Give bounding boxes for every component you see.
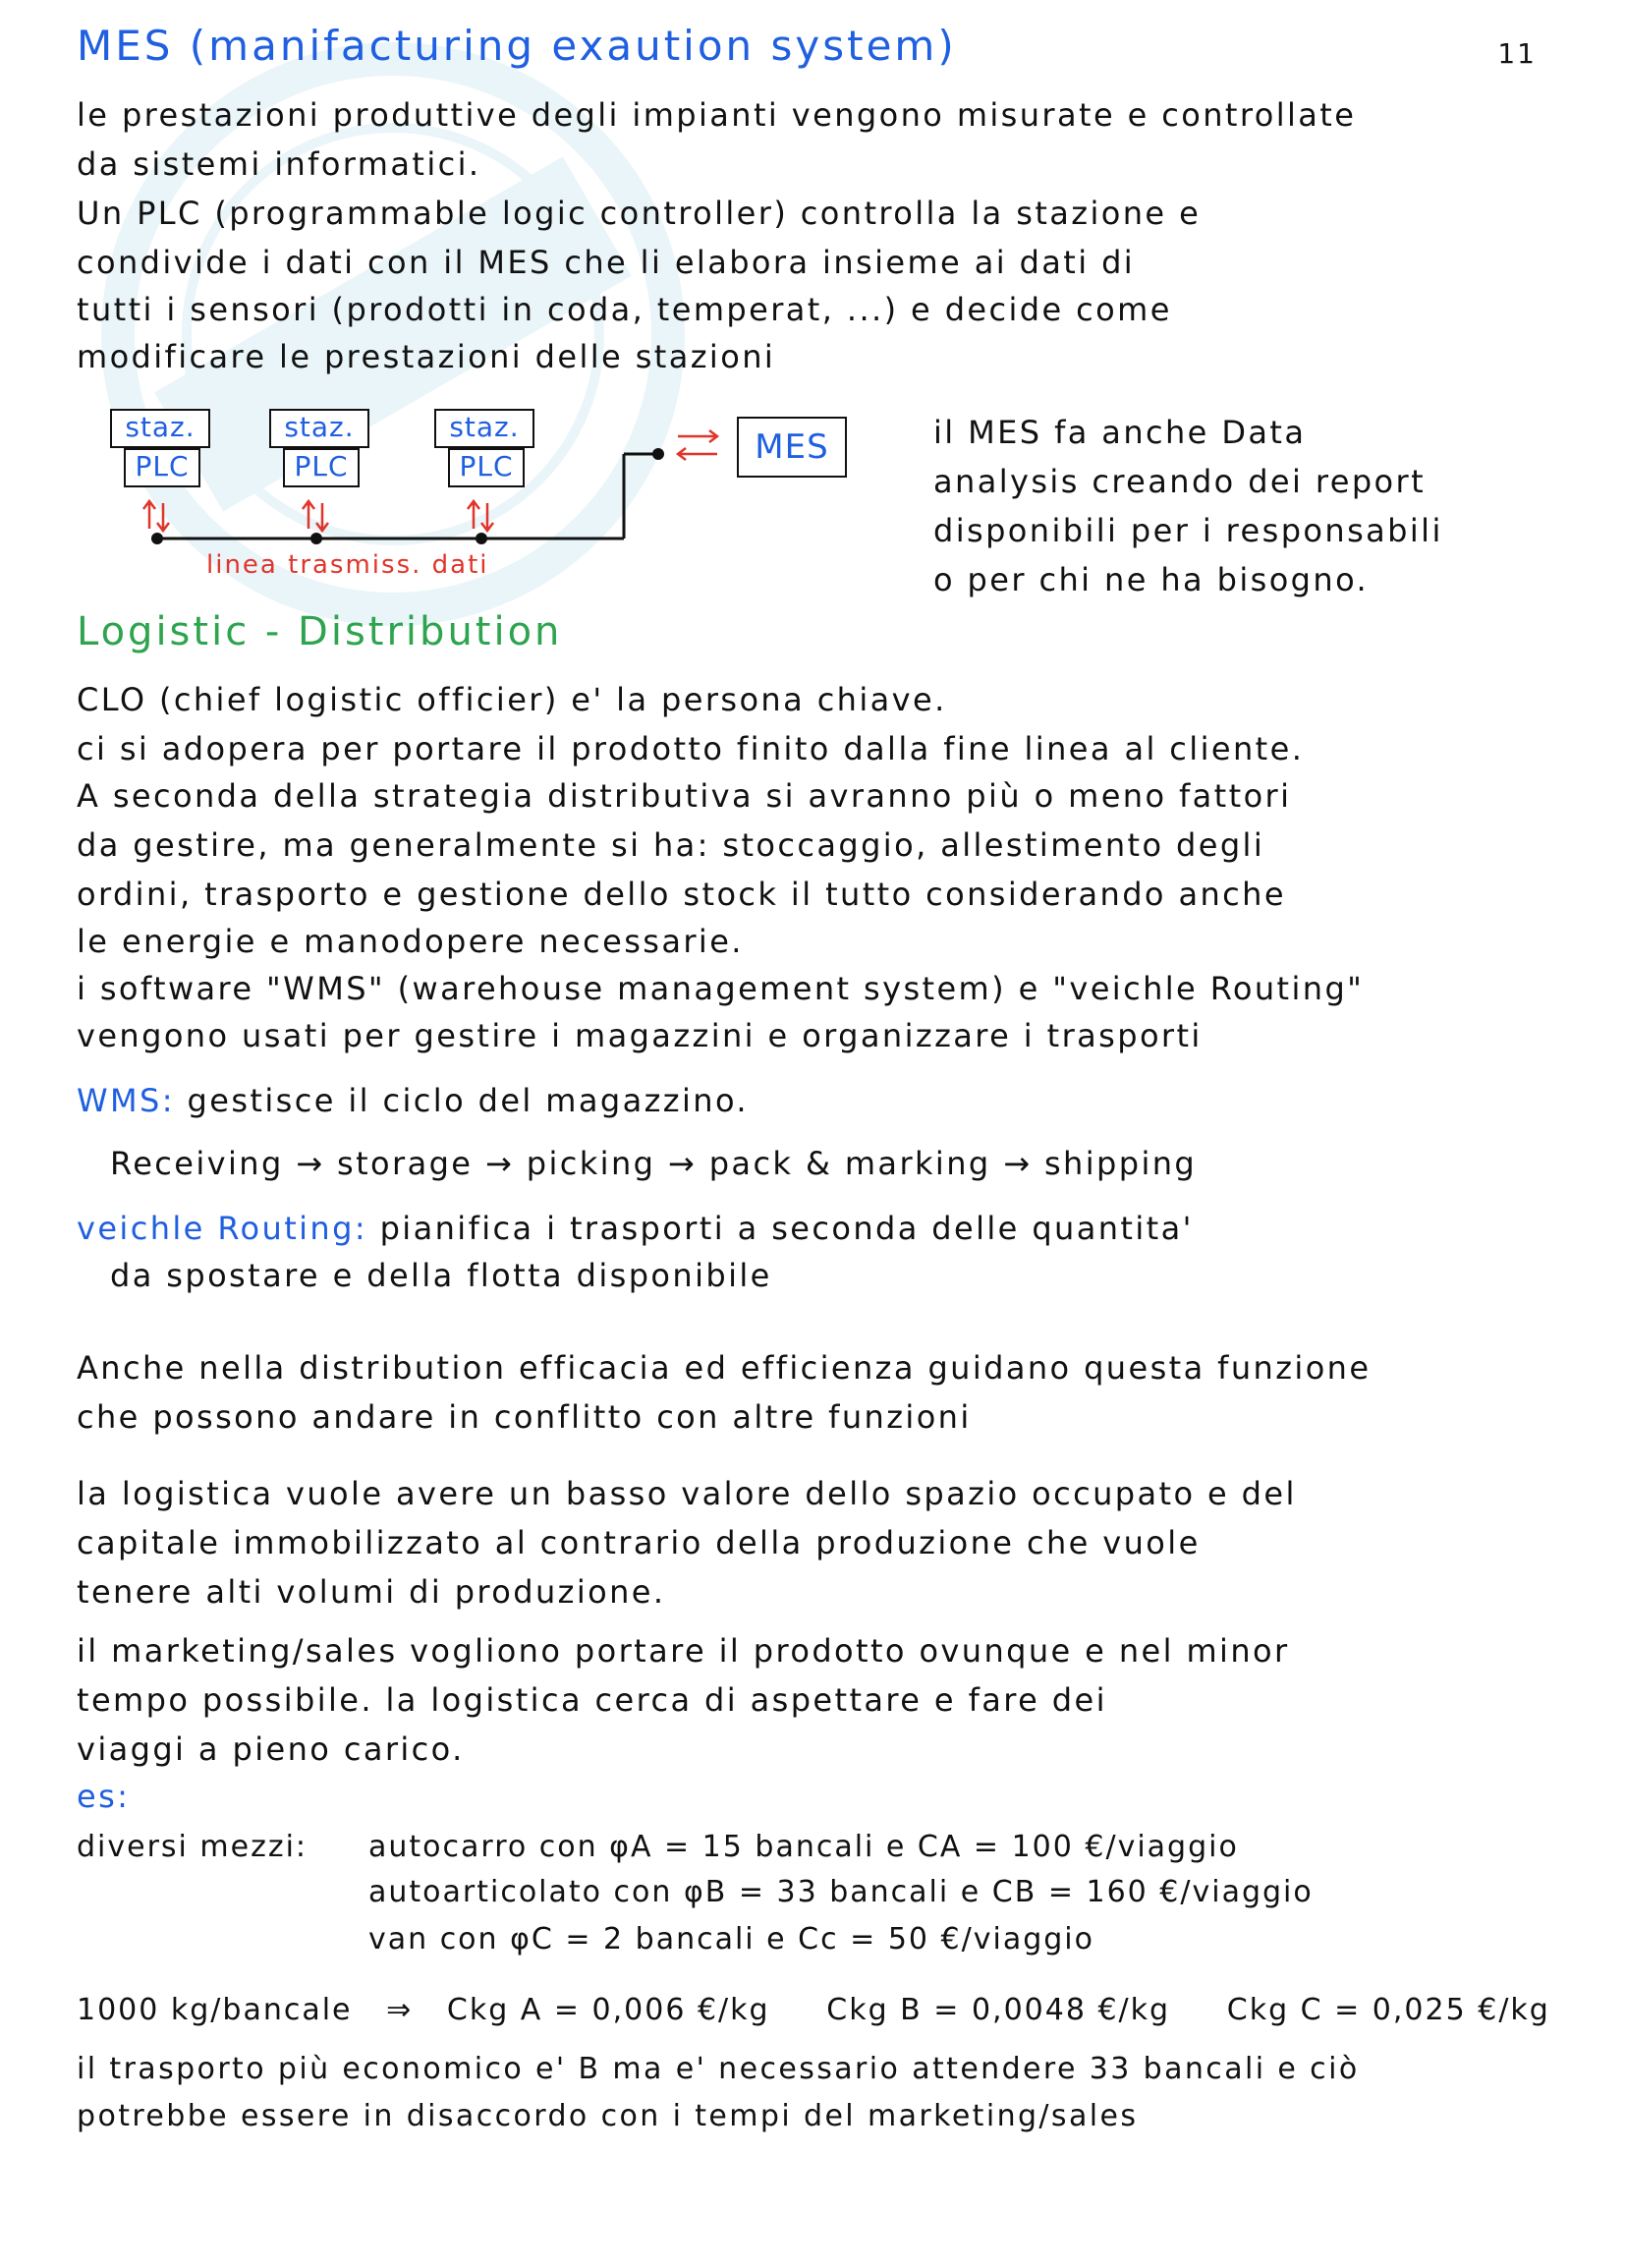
logistic-line-6: le energie e manodopere necessarie. bbox=[77, 923, 744, 960]
side-note-line-2: analysis creando dei report bbox=[933, 463, 1427, 500]
logistic-line-1: CLO (chief logistic officier) e' la persona chiave. bbox=[77, 681, 947, 718]
routing-text: pianifica i trasporti a seconda delle quantita' bbox=[379, 1210, 1194, 1247]
mes-diagram bbox=[88, 393, 894, 599]
logistic-line-3: A seconda della strategia distributiva si avranno più o meno fattori bbox=[77, 777, 1292, 815]
side-note-line-4: o per chi ne ha bisogno. bbox=[933, 561, 1370, 598]
vehicles-label: diversi mezzi: bbox=[77, 1830, 308, 1864]
wms-flow: Receiving → storage → picking → pack & marking → shipping bbox=[110, 1145, 1198, 1182]
routing-line-2: da spostare e della flotta disponibile bbox=[110, 1257, 772, 1294]
logistic-line-8: vengono usati per gestire i magazzini e organizzare i trasporti bbox=[77, 1017, 1203, 1054]
plc-box-1: PLC bbox=[124, 448, 200, 487]
conclusion-line-1: il trasporto più economico e' B ma e' necessario attendere 33 bancali e ciò bbox=[77, 2052, 1360, 2086]
para-line-1: Anche nella distribution efficacia ed efficienza guidano questa funzione bbox=[77, 1349, 1372, 1387]
para-line-8: viaggi a pieno carico. bbox=[77, 1730, 465, 1768]
example-label: es: bbox=[77, 1778, 131, 1815]
para-line-5: tenere alti volumi di produzione. bbox=[77, 1573, 666, 1611]
mes-box: MES bbox=[737, 417, 847, 478]
section-title-mes: MES (manifacturing exaution system) bbox=[77, 22, 957, 70]
logistic-line-5: ordini, trasporto e gestione dello stock il tutto considerando anche bbox=[77, 876, 1286, 913]
para-line-6: il marketing/sales vogliono portare il prodotto ovunque e nel minor bbox=[77, 1632, 1290, 1670]
logistic-line-4: da gestire, ma generalmente si ha: stoccaggio, allestimento degli bbox=[77, 826, 1265, 864]
calc-line bbox=[77, 1989, 1590, 2032]
calc-a: Ckg A = 0,006 €/kg bbox=[446, 1993, 770, 2027]
vehicle-line-3: van con φC = 2 bancali e Cc = 50 €/viaggio bbox=[368, 1922, 1094, 1956]
conclusion-line-2: potrebbe essere in disaccordo con i tempi del marketing/sales bbox=[77, 2099, 1139, 2133]
side-note-line-1: il MES fa anche Data bbox=[933, 414, 1307, 451]
station-box-1: staz. bbox=[110, 409, 210, 448]
station-box-3: staz. bbox=[434, 409, 534, 448]
intro-line-5: tutti i sensori (prodotti in coda, temperat, ...) e decide come bbox=[77, 291, 1172, 328]
plc-box-3: PLC bbox=[448, 448, 525, 487]
para-line-4: capitale immobilizzato al contrario della produzione che vuole bbox=[77, 1524, 1201, 1561]
routing-label: veichle Routing: bbox=[77, 1210, 368, 1247]
intro-line-1: le prestazioni produttive degli impianti vengono misurate e controllate bbox=[77, 96, 1357, 134]
logistic-line-2: ci si adopera per portare il prodotto finito dalla fine linea al cliente. bbox=[77, 730, 1305, 767]
wms-label: WMS: bbox=[77, 1082, 175, 1119]
intro-line-3: Un PLC (programmable logic controller) controlla la stazione e bbox=[77, 195, 1202, 232]
intro-line-6: modificare le prestazioni delle stazioni bbox=[77, 338, 776, 375]
station-box-2: staz. bbox=[269, 409, 369, 448]
para-line-7: tempo possibile. la logistica cerca di aspettare e fare dei bbox=[77, 1681, 1107, 1719]
vehicle-line-1: autocarro con φA = 15 bancali e CA = 100 €/viaggio bbox=[368, 1830, 1239, 1864]
calc-arrow: ⇒ bbox=[386, 1993, 414, 2027]
plc-box-2: PLC bbox=[283, 448, 360, 487]
calc-c: Ckg C = 0,025 €/kg bbox=[1226, 1993, 1550, 2027]
logistic-line-7: i software "WMS" (warehouse management system) e "veichle Routing" bbox=[77, 970, 1365, 1007]
calc-b: Ckg B = 0,0048 €/kg bbox=[826, 1993, 1171, 2027]
para-line-2: che possono andare in conflitto con altre funzioni bbox=[77, 1398, 972, 1436]
routing-line bbox=[77, 1207, 1590, 1250]
calc-lead: 1000 kg/bancale bbox=[77, 1993, 353, 2027]
wms-text: gestisce il ciclo del magazzino. bbox=[187, 1082, 749, 1119]
para-line-3: la logistica vuole avere un basso valore dello spazio occupato e del bbox=[77, 1475, 1297, 1512]
intro-line-4: condivide i dati con il MES che li elabora insieme ai dati di bbox=[77, 244, 1136, 281]
wms-line bbox=[77, 1079, 1590, 1122]
section-title-logistic: Logistic - Distribution bbox=[77, 609, 563, 654]
side-note-line-3: disponibili per i responsabili bbox=[933, 512, 1443, 549]
intro-line-2: da sistemi informatici. bbox=[77, 145, 481, 183]
data-line-label: linea trasmiss. dati bbox=[206, 550, 489, 580]
vehicle-line-2: autoarticolato con φB = 33 bancali e CB = 160 €/viaggio bbox=[368, 1875, 1314, 1909]
page-number: 11 bbox=[1497, 37, 1537, 70]
